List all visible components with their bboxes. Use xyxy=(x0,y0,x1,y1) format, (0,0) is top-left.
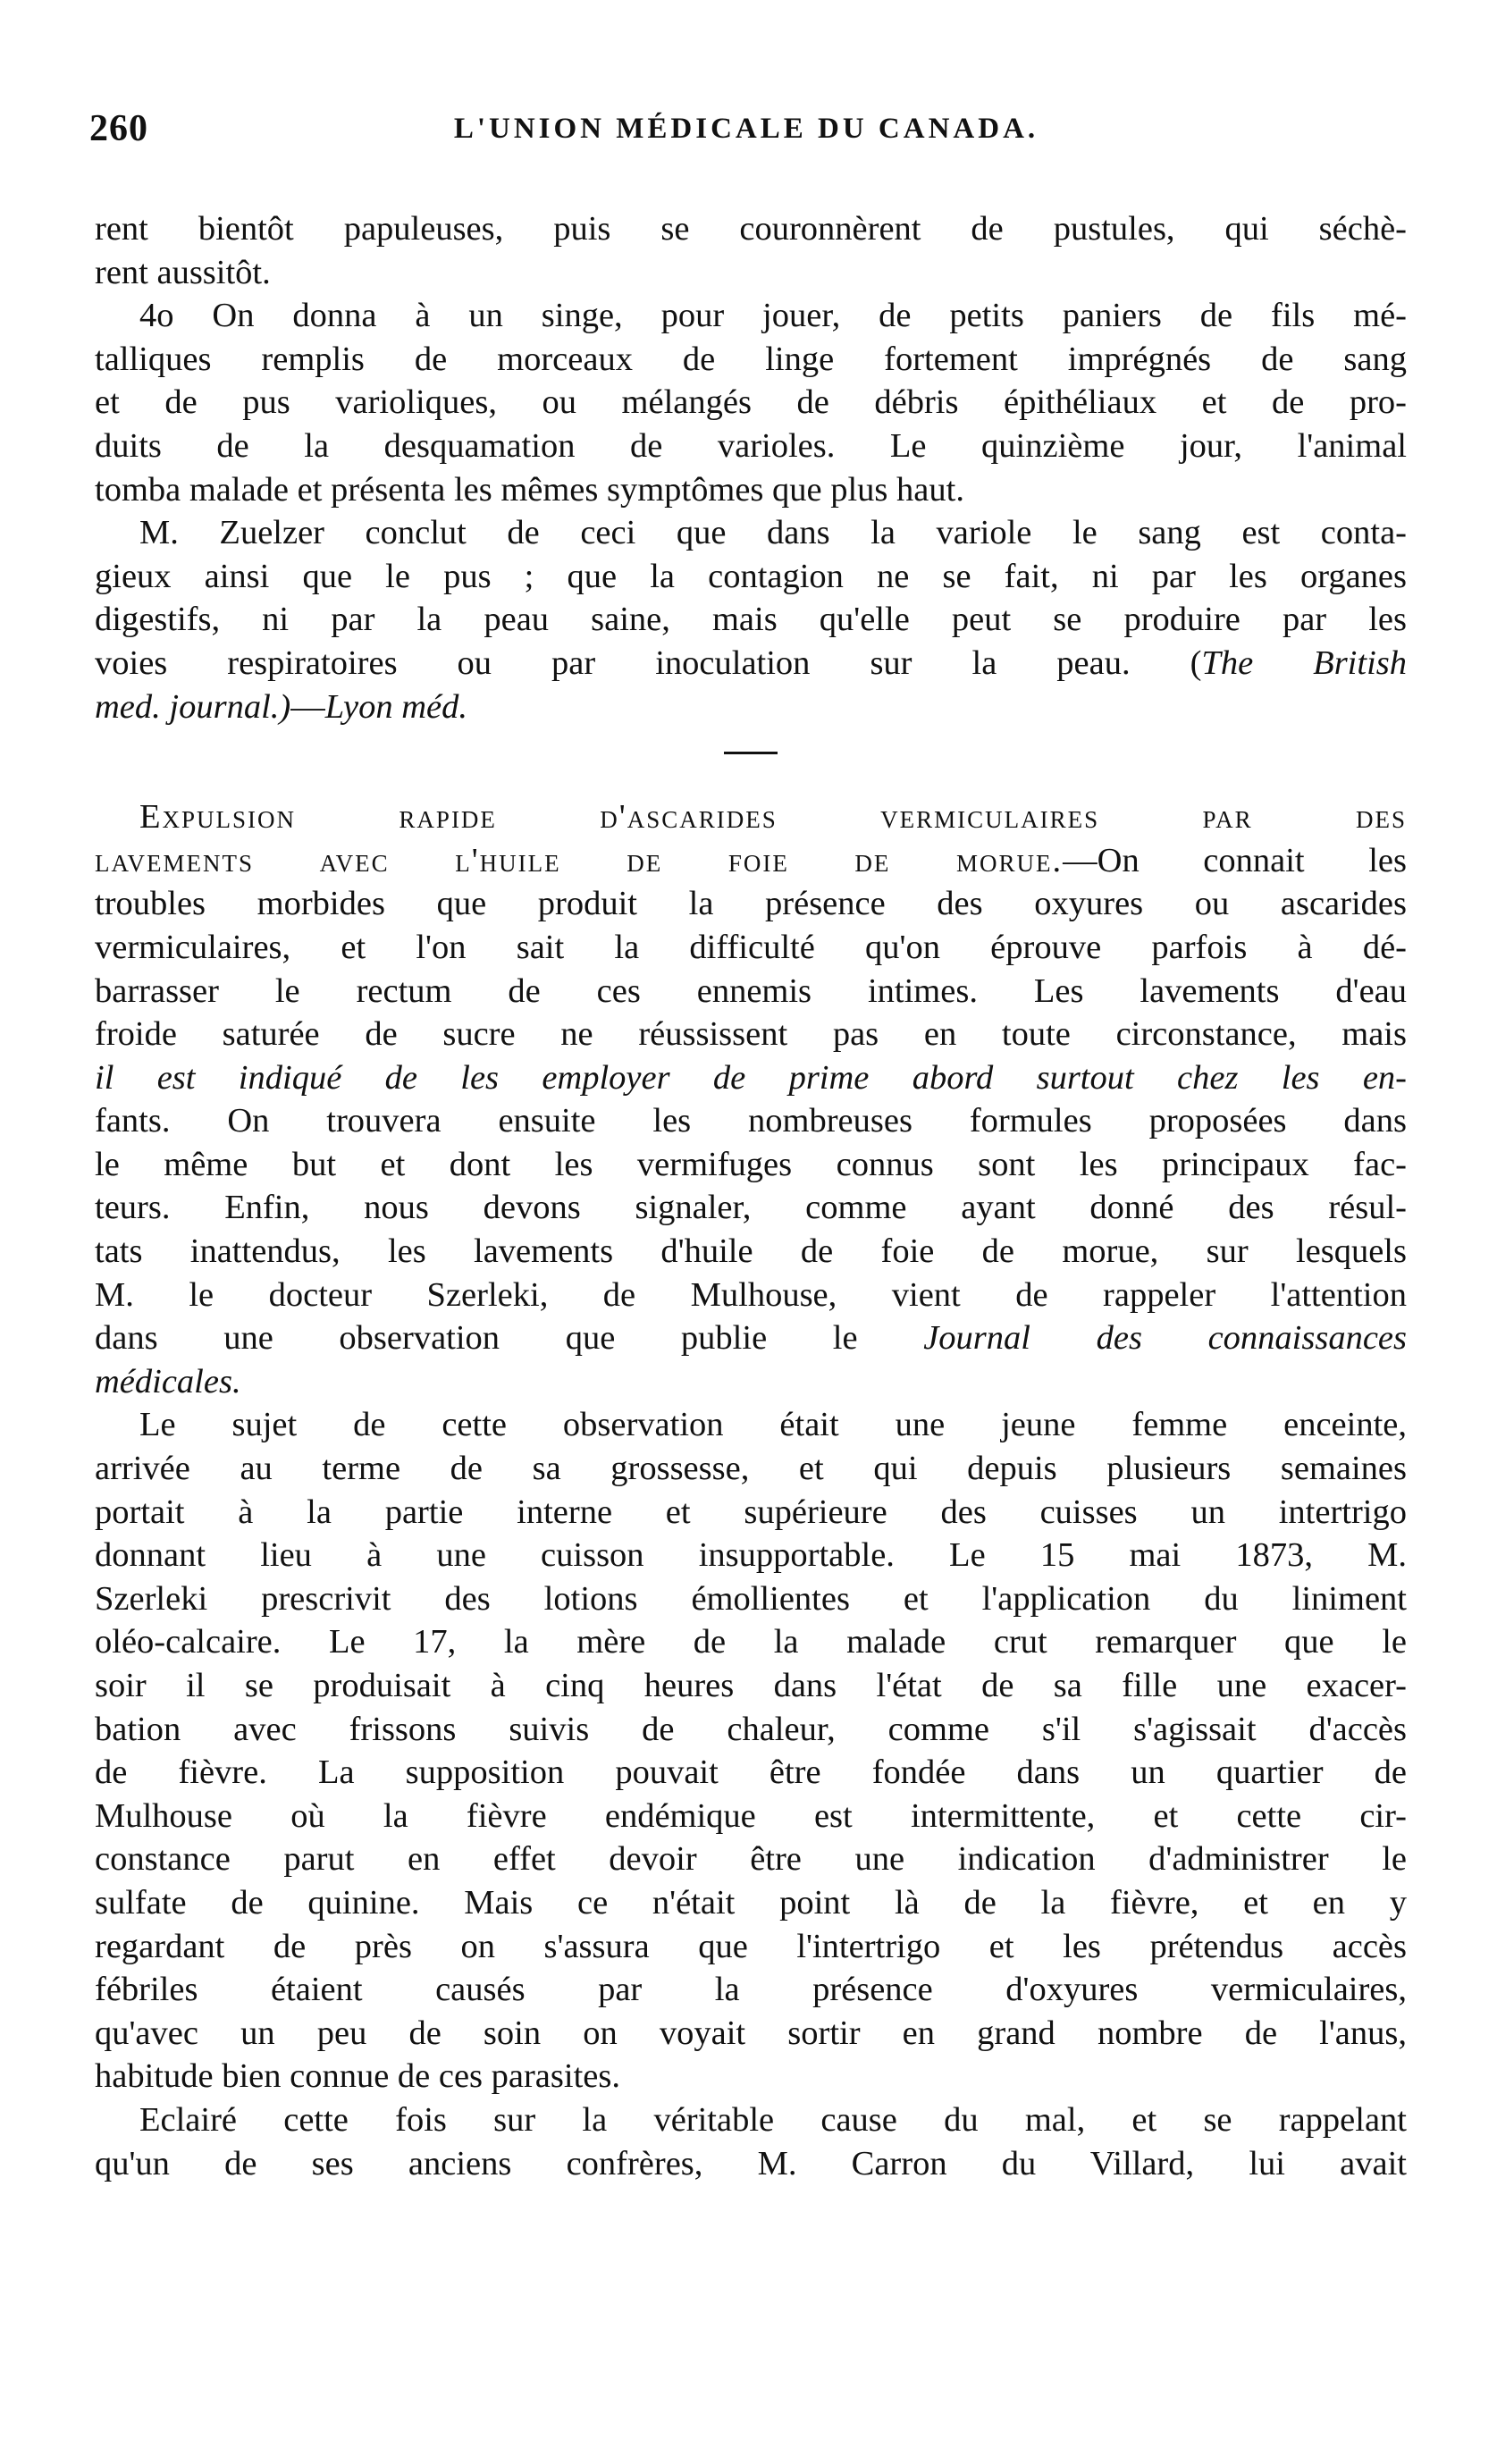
text-line: rent bientôt papuleuses, puis se couronnèrent de pustules, qui séchè- xyxy=(95,210,1407,248)
text-line: de fièvre. La supposition pouvait être fondée dans un quartier de xyxy=(95,1753,1407,1792)
text-line: gieux ainsi que le pus ; que la contagion ne se fait, ni par les organes xyxy=(95,557,1407,595)
text-line: froide saturée de sucre ne réussissent pas en toute circonstance, mais xyxy=(95,1015,1407,1054)
text-line: sulfate de quinine. Mais ce n'était point là de la fièvre, et en y xyxy=(95,1883,1407,1922)
text-line: constance parut en effet devoir être une indication d'administrer le xyxy=(95,1840,1407,1879)
section-divider xyxy=(724,752,778,754)
spacer xyxy=(95,781,1407,795)
text-line: bation avec frissons suivis de chaleur, comme s'il s'agissait d'accès xyxy=(95,1710,1407,1748)
text-line: regardant de près on s'assura que l'intertrigo et les prétendus accès xyxy=(95,1927,1407,1965)
text-line: barrasser le rectum de ces ennemis intimes. Les lavements d'eau xyxy=(95,971,1407,1010)
text-line: digestifs, ni par la peau saine, mais qu'elle peut se produire par les xyxy=(95,601,1407,639)
journal-title: médicales. xyxy=(95,1362,241,1400)
text-line: fants. On trouvera ensuite les nombreuses formules proposées dans xyxy=(95,1102,1407,1140)
source-citation: The British xyxy=(1201,643,1407,682)
text-line: arrivée au terme de sa grossesse, et qui depuis plusieurs semaines xyxy=(95,1450,1407,1488)
body-text xyxy=(95,207,1407,2185)
text-line: soir il se produisait à cinq heures dans l'état de sa fille une exacer- xyxy=(95,1667,1407,1704)
text-run: —On connait les xyxy=(1063,841,1407,879)
source-citation: med. journal.) xyxy=(95,687,291,726)
journal-title: Journal des connaissances xyxy=(923,1319,1407,1358)
running-title: L'UNION MÉDICALE DU CANADA. xyxy=(453,113,1039,145)
text-line: rent aussitôt. xyxy=(95,253,271,291)
text-line: habitude bien connue de ces parasites. xyxy=(95,2057,620,2096)
text-line: fébriles étaient causés par la présence d'oxyures vermiculaires, xyxy=(95,1971,1407,2009)
text-line: vermiculaires, et l'on sait la difficulté qu'on éprouve parfois à dé- xyxy=(95,928,1407,966)
source-citation: Lyon méd. xyxy=(324,687,467,726)
text-line: teurs. Enfin, nous devons signaler, comme ayant donné des résul- xyxy=(95,1189,1407,1227)
text-line: troubles morbides que produit la présence des oxyures ou ascarides xyxy=(95,885,1407,923)
text-line: oléo-calcaire. Le 17, la mère de la malade crut remarquer que le xyxy=(95,1623,1407,1661)
text-line: M. le docteur Szerleki, de Mulhouse, vient de rappeler l'attention xyxy=(95,1275,1407,1314)
text-line: qu'un de ses anciens confrères, M. Carron du Villard, lui avait xyxy=(95,2144,1407,2182)
text-line: M. Zuelzer conclut de ceci que dans la variole le sang est conta- xyxy=(139,514,1407,552)
text-line: donnant lieu à une cuisson insupportable. Le 15 mai 1873, M. xyxy=(95,1536,1407,1575)
text-line: tats inattendus, les lavements d'huile de foie de morue, sur lesquels xyxy=(95,1232,1407,1271)
text-line: 4o On donna à un singe, pour jouer, de petits paniers de fils mé- xyxy=(139,297,1407,335)
text-line: le même but et dont les vermifuges connus sont les principaux fac- xyxy=(95,1145,1407,1183)
text-line: Eclairé cette fois sur la véritable cause du mal, et se rappelant xyxy=(139,2100,1407,2139)
text-line xyxy=(95,839,1407,883)
section-heading: Expulsion rapide d'ascarides vermiculaires par des xyxy=(139,798,1407,837)
text-line: talliques remplis de morceaux de linge fortement imprégnés de sang xyxy=(95,340,1407,378)
section-heading: lavements avec l'huile de foie de morue. xyxy=(95,841,1064,879)
dash: — xyxy=(290,687,325,726)
page-number: 260 xyxy=(89,108,148,149)
text-line: duits de la desquamation de varioles. Le quinzième jour, l'animal xyxy=(95,426,1407,465)
text-line: qu'avec un peu de soin on voyait sortir en grand nombre de l'anus, xyxy=(95,2014,1407,2052)
text-line: il est indiqué de les employer de prime abord surtout chez les en- xyxy=(95,1058,1407,1097)
text-line xyxy=(95,685,1407,729)
text-run: voies respiratoires ou par inoculation sur la peau. ( xyxy=(95,643,1202,682)
text-line: tomba malade et présenta les mêmes symptômes que plus haut. xyxy=(95,470,964,509)
text-line: Mulhouse où la fièvre endémique est intermittente, et cette cir- xyxy=(95,1796,1407,1835)
text-line: portait à la partie interne et supérieure des cuisses un intertrigo xyxy=(95,1493,1407,1531)
text-line: et de pus varioliques, ou mélangés de débris épithéliaux et de pro- xyxy=(95,383,1407,422)
page-header xyxy=(89,107,1403,161)
text-line: Szerleki prescrivit des lotions émollientes et l'application du liniment xyxy=(95,1579,1407,1618)
text-line: Le sujet de cette observation était une jeune femme enceinte, xyxy=(139,1406,1407,1444)
text-line xyxy=(95,642,1407,685)
text-run: dans une observation que publie le xyxy=(95,1319,924,1358)
text-line xyxy=(95,1316,1407,1360)
